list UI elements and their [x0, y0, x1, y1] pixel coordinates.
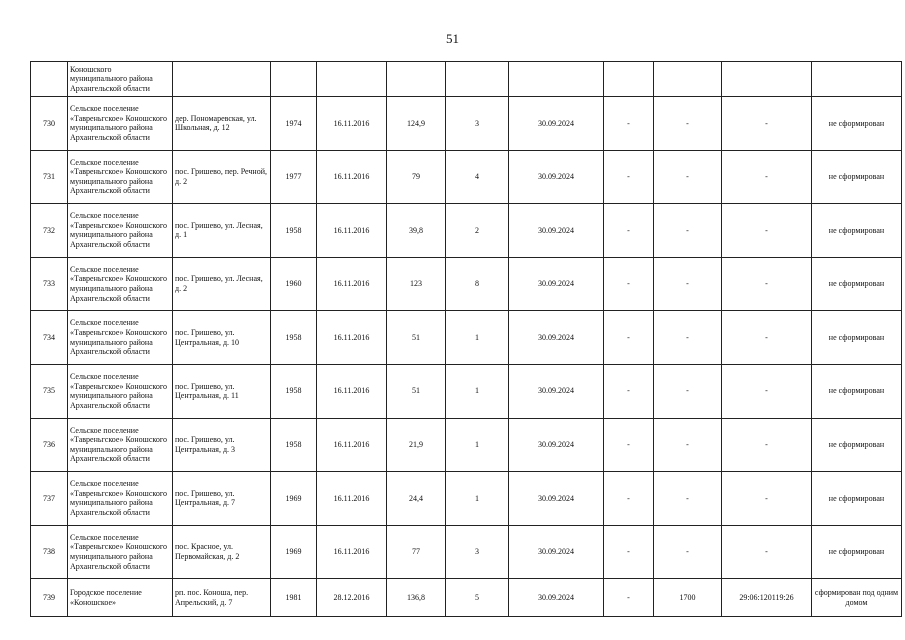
table-row: [31, 97, 902, 151]
cell-address: пос. Красное, ул. Первомайская, д. 2: [173, 525, 271, 579]
cell-year: 1960: [271, 257, 317, 311]
cell-area: [387, 62, 446, 97]
cell-col-a: -: [604, 525, 654, 579]
cell-num: [31, 62, 68, 97]
cell-plan-date: 30.09.2024: [509, 97, 604, 151]
cell-col-b: -: [654, 418, 722, 472]
cell-date: 16.11.2016: [317, 418, 387, 472]
cell-status: не сформирован: [812, 311, 902, 365]
cell-col-a: [604, 62, 654, 97]
cell-address: [173, 62, 271, 97]
cell-date: 16.11.2016: [317, 97, 387, 151]
cell-municipality: Сельское поселение «Тавреньгское» Коношского муниципального района Архангельской области: [68, 311, 173, 365]
cell-col-c: [722, 62, 812, 97]
cell-col-b: -: [654, 257, 722, 311]
table-row: [31, 364, 902, 418]
cell-area: 123: [387, 257, 446, 311]
cell-municipality: Сельское поселение «Тавреньгское» Коношского муниципального района Архангельской области: [68, 257, 173, 311]
cell-plan-date: 30.09.2024: [509, 364, 604, 418]
cell-col-c: -: [722, 525, 812, 579]
cell-address: дер. Пономаревская, ул. Школьная, д. 12: [173, 97, 271, 151]
table-row: [31, 579, 902, 617]
cell-col-b: -: [654, 150, 722, 204]
cell-col-c: -: [722, 150, 812, 204]
cell-col-c: -: [722, 472, 812, 526]
cell-col-a: -: [604, 150, 654, 204]
cell-year: 1958: [271, 418, 317, 472]
cell-area: 24,4: [387, 472, 446, 526]
cell-col-a: -: [604, 204, 654, 258]
cell-status: не сформирован: [812, 364, 902, 418]
cell-year: 1958: [271, 311, 317, 365]
cell-year: 1958: [271, 204, 317, 258]
cell-col-c: -: [722, 364, 812, 418]
cell-municipality: Коношского муниципального района Архангельской области: [68, 62, 173, 97]
cell-plan-date: 30.09.2024: [509, 525, 604, 579]
cell-municipality: Сельское поселение «Тавреньгское» Коношского муниципального района Архангельской области: [68, 150, 173, 204]
cell-year: 1958: [271, 364, 317, 418]
cell-status: сформирован под одним домом: [812, 579, 902, 617]
cell-num: 736: [31, 418, 68, 472]
cell-plan-date: 30.09.2024: [509, 311, 604, 365]
cell-col-c: 29:06:120119:26: [722, 579, 812, 617]
cell-address: пос. Гришево, ул. Лесная, д. 1: [173, 204, 271, 258]
cell-col-c: -: [722, 204, 812, 258]
cell-num: 732: [31, 204, 68, 258]
table-row: [31, 150, 902, 204]
cell-address: рп. пос. Коноша, пер. Апрельский, д. 7: [173, 579, 271, 617]
table-row: [31, 204, 902, 258]
cell-plan-date: 30.09.2024: [509, 204, 604, 258]
cell-year: 1969: [271, 472, 317, 526]
cell-num: 739: [31, 579, 68, 617]
cell-col-b: -: [654, 311, 722, 365]
cell-col-b: 1700: [654, 579, 722, 617]
cell-date: 16.11.2016: [317, 311, 387, 365]
cell-date: 16.11.2016: [317, 204, 387, 258]
cell-year: 1974: [271, 97, 317, 151]
cell-col-c: -: [722, 257, 812, 311]
cell-area: 77: [387, 525, 446, 579]
cell-area: 39,8: [387, 204, 446, 258]
cell-col-b: [654, 62, 722, 97]
cell-area: 124,9: [387, 97, 446, 151]
cell-count: 1: [446, 311, 509, 365]
cell-area: 51: [387, 364, 446, 418]
table-row: [31, 311, 902, 365]
cell-col-a: -: [604, 472, 654, 526]
cell-col-a: -: [604, 311, 654, 365]
table-row: [31, 257, 902, 311]
cell-date: 16.11.2016: [317, 150, 387, 204]
cell-area: 21,9: [387, 418, 446, 472]
cell-date: 28.12.2016: [317, 579, 387, 617]
cell-address: пос. Гришево, ул. Центральная, д. 10: [173, 311, 271, 365]
cell-area: 51: [387, 311, 446, 365]
cell-status: не сформирован: [812, 150, 902, 204]
cell-plan-date: 30.09.2024: [509, 418, 604, 472]
table-row: [31, 472, 902, 526]
table-row: [31, 418, 902, 472]
cell-municipality: Сельское поселение «Тавреньгское» Коношского муниципального района Архангельской области: [68, 364, 173, 418]
page-number: 51: [446, 31, 459, 46]
cell-date: [317, 62, 387, 97]
cell-count: 1: [446, 364, 509, 418]
cell-col-b: -: [654, 472, 722, 526]
cell-status: не сформирован: [812, 525, 902, 579]
cell-status: не сформирован: [812, 204, 902, 258]
cell-count: 8: [446, 257, 509, 311]
cell-year: [271, 62, 317, 97]
table-row: [31, 525, 902, 579]
cell-count: 5: [446, 579, 509, 617]
cell-status: [812, 62, 902, 97]
cell-count: 4: [446, 150, 509, 204]
cell-plan-date: 30.09.2024: [509, 579, 604, 617]
cell-num: 733: [31, 257, 68, 311]
cell-col-a: -: [604, 97, 654, 151]
cell-col-b: -: [654, 97, 722, 151]
cell-year: 1977: [271, 150, 317, 204]
cell-count: 2: [446, 204, 509, 258]
cell-date: 16.11.2016: [317, 257, 387, 311]
cell-col-a: -: [604, 418, 654, 472]
cell-count: 3: [446, 525, 509, 579]
cell-col-b: -: [654, 204, 722, 258]
cell-year: 1981: [271, 579, 317, 617]
cell-status: не сформирован: [812, 257, 902, 311]
cell-address: пос. Гришево, ул. Центральная, д. 11: [173, 364, 271, 418]
cell-status: не сформирован: [812, 418, 902, 472]
cell-date: 16.11.2016: [317, 472, 387, 526]
cell-year: 1969: [271, 525, 317, 579]
cell-col-c: -: [722, 97, 812, 151]
cell-col-a: -: [604, 257, 654, 311]
cell-municipality: Сельское поселение «Тавреньгское» Коношского муниципального района Архангельской области: [68, 97, 173, 151]
cell-date: 16.11.2016: [317, 364, 387, 418]
cell-municipality: Городское поселение «Коношское»: [68, 579, 173, 617]
cell-count: 1: [446, 418, 509, 472]
cell-num: 737: [31, 472, 68, 526]
cell-plan-date: 30.09.2024: [509, 257, 604, 311]
cell-num: 734: [31, 311, 68, 365]
cell-plan-date: 30.09.2024: [509, 472, 604, 526]
cell-count: 3: [446, 97, 509, 151]
cell-status: не сформирован: [812, 97, 902, 151]
cell-num: 735: [31, 364, 68, 418]
cell-col-c: -: [722, 418, 812, 472]
cell-col-a: -: [604, 579, 654, 617]
cell-num: 731: [31, 150, 68, 204]
table-row-continuation: [31, 62, 902, 97]
cell-plan-date: 30.09.2024: [509, 150, 604, 204]
cell-plan-date: [509, 62, 604, 97]
cell-municipality: Сельское поселение «Тавреньгское» Коношского муниципального района Архангельской области: [68, 418, 173, 472]
cell-num: 730: [31, 97, 68, 151]
cell-col-c: -: [722, 311, 812, 365]
cell-col-a: -: [604, 364, 654, 418]
cell-address: пос. Гришево, ул. Центральная, д. 3: [173, 418, 271, 472]
cell-address: пос. Гришево, ул. Лесная, д. 2: [173, 257, 271, 311]
cell-municipality: Сельское поселение «Тавреньгское» Коношского муниципального района Архангельской области: [68, 204, 173, 258]
cell-address: пос. Гришево, пер. Речной, д. 2: [173, 150, 271, 204]
cell-status: не сформирован: [812, 472, 902, 526]
cell-count: [446, 62, 509, 97]
cell-municipality: Сельское поселение «Тавреньгское» Коношского муниципального района Архангельской области: [68, 472, 173, 526]
cell-num: 738: [31, 525, 68, 579]
table-body: [31, 62, 902, 617]
cell-col-b: -: [654, 364, 722, 418]
cell-address: пос. Гришево, ул. Центральная, д. 7: [173, 472, 271, 526]
cell-area: 136,8: [387, 579, 446, 617]
cell-count: 1: [446, 472, 509, 526]
cell-date: 16.11.2016: [317, 525, 387, 579]
cell-area: 79: [387, 150, 446, 204]
cell-col-b: -: [654, 525, 722, 579]
cell-municipality: Сельское поселение «Тавреньгское» Коношского муниципального района Архангельской области: [68, 525, 173, 579]
registry-table: [30, 61, 902, 617]
